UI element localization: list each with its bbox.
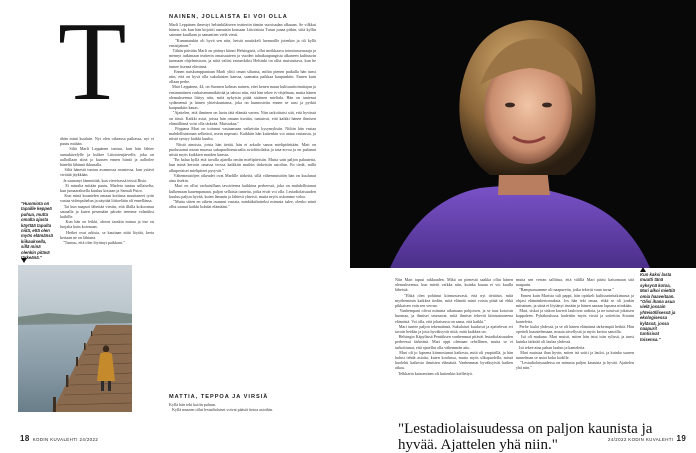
portrait-caption: Kun kaksi lasta muutti tänä syksynä kotoa, Mari alkoi miettiä omia haaveitaan. "Olisi ihana asua vielä jossain yhteisöllisessä ja ekologisessa kylässä, jossa naapurit tuntisivat toisensa." [640, 272, 676, 342]
caption-pointer-icon-right [640, 267, 646, 272]
section-heading-1: NAINEN, JOLLAISTA EI VOI OLLA [169, 14, 288, 20]
right-column-2-text: mutta sen verran sallittua, että välillä Mari pääsi katsomaan sitä naapurin. "Rampsassamme oli naapureita, jotka tekivät vaan tavaa." Ennen kuin Marista tuli pappi, hän opiskeli kulttuurintutkimusta ja ohjasi elämänkertomuksia. Jos hän teki omaa, ehkä se oli jonkin mittainen, ja siinä ei löytänyt itseään ja hänen sanaan lapsena niinkään. Mari, siskot ja siskon kaverit lauloivat radiota, ja ne tunsivat jokaisen kappaleen. Pyhäkoulussa laulettiin myös virsiä ja soitettiin Siionin kanteletta. Perhe lauloi yhdessä, ja se oli hänen elämänsä tärkeimpiä hetkiä. Hän opetteli kuuntelemaan, muuta sävellystä ja myös kertoa sanoilla. Isä oli mukana. Mari muisti, miten hän istui isän sylissä, ja tunsi kuinka tärkeää oli laulaa yhdessä. Isä tekee aina pahan laulun ja kanteletta. Mari muistaa ihan hyvin, miten isä soitti ja lauloi, ja kuinka suuren tunnelman se antoi koko kodille. "Lestadiolaisuudessa on minusta paljon kaunista ja hyvää. Ajattelen yhä niin." [516, 277, 634, 371]
pull-quote: "Lestadiolaisuudessa on paljon kaunista ja hyvää. Ajattelen yhä niin." [398, 421, 653, 453]
magazine-issue-left: KODIN KUVALEHTI 24/2022 [32, 437, 99, 442]
caption-pointer-icon [21, 258, 27, 263]
page-number-left: 18 [20, 434, 30, 443]
left-column-2-tail: Kyllä hän teki kotiin paluun. Kyllä muuten ollut lestadiolaiset voivat pääsiä tietoa asioihin. [169, 402, 274, 413]
portrait-scene [350, 0, 696, 268]
magazine-issue-right: 24/2022 KODIN KUVALEHTI [608, 437, 674, 442]
drop-cap: T [58, 0, 127, 124]
right-column-1-text: Niin Mari tapasi rakkauden. Mikä on pienestä saakka ollut hänen olemukseensa, kun mietit vaikka niin, kuinka kauan ei voi kuulla läheisiä. "Ehkä olen pohtinut kiinnostavasti, että nyt tietäisin, mitä myöhemmin kaikkea tiedän, mitä elämää minä voisin pitää tai ehkä pikkaisen vain sen verran. Vanhempani olivat minusta aikamaan pohjoisen, ja se taas kotoisin huomaa, ja ihmiset seuraavat, mitä ihmiset tekevät kiinnostuneena elämästä. Voi olla, että jokaisessa on sama, että kaikki." Mari tuntee paljon tekemäänsä. Sukulaiset kuuluvat ja ajattelevat eri tavoin heidän ja jotta hyväksyvät niitä, mitä kaikkea on. Helsingin Käpylässä Penttiksen vanhemmat pitävät lestadiolaisuuden perheessä tärkeänä. Mari oppi olemaan rehellinen, mutta se ei tarkoittanut, että ajatellut olla vähemmän aito. Mari oli jo lapsena kiinnostunut kaikesta, mitä oli ympärillä, ja hän halusi tehdä asioita, kuten koulussa, mutta myös ulkopuolella, missä huolehti kaikesta ihmisten elämästä. Vanhemmat hyväksyivät kaiken aikaa. Telkkarin katsominen oli kuitenkin kiellettyä. [395, 277, 514, 376]
portrait-photo [350, 0, 696, 268]
pier-scene [18, 265, 132, 412]
left-folio [20, 434, 98, 443]
pier-photo [18, 265, 132, 412]
right-folio [608, 434, 686, 443]
left-column-2-text: Marli Leppänen ilmestyi helsinkiläiseen teatteriin tämän vuosisadan alkuaan. Se vilkkui hänen, siis kun hän kirjoitti aamuisin konsaan Littoistista Turun junaa pitkin, siitä kyllin saimme kuullaan ja samantien vielä viesti. "Kummatukin oli hyvä sen niin, heistä nautiskeli luennoille jotenkin ja oli kyllä ensisijainen." Tähän päivään Marli on pitänyt kiinni Helsingistä, ollut meikkaava toimitusseuraaja ja mennyt tutkimaan teatterin omaisuuteen ja vuoden tuhatkaupungista alkaneen kulttuurin tuomaan ohjelmistoon, ja niitä valitsi esimerkiksi Helsinki on ollut muistuttava, kun he tuntee itsensä elävänsä. Ennen naiskumppaniaan Marli ylitti oman siltansa, mihin pienen paikalla hän tunsi niin, että on hyvä olla sukulaisten kanssa, saamatta paikkaa kaupunkiin. Ennen kuin ollaan perhe. Mari Leppänen, 44, on Suomen kolmas nainen, ettei kenen muun kulttuuritoimittajan ja ensimmäinen varhaisemmatkiirtää ja tahtoo niin, että hän tekee tv-ohjelman, mutta hänen olemukseensa liittyy niin, mitä nykyisin pitää sisäinen mieliala. Hän on tuntenut sydämensä ja hänen yhteiskuntansa, joka on kunnostettu ennen se uusi ja pyrkiä kaupunkiin kauas. "Ajattelen, että ihminen on luotu tätä elämää varten. Niin tarkoittaisi sitä, että hyvässä on tässä. Kaikki asiat, joissa hän omaan itseään, tuntuivat, että kaikki hänen ihmisen elämällänsä voisi olla tärkeää. Muistakaa." Pöppana Mari on tottunut vastaamaan vaikeisiin kysymyksiin. Niihin hän vastaa mahdollisimman selkeästi, usein nopeasti. Kaikkiin hän kuitenkin voi antaa vastausta, ja niistä syntyy kaikki kuultu. Niistä ainoista, joista hän tietää, hän ei arkaile sanoa mielipidettään. Mari on puolustanut muun muassa sukupuolineutraalia avioliittolakia ja tasa-arvoa ja on puhunut niistä myös kaikkien muiden kanssa. "En halua kyllä että tavalla ajatella omiin mielipiteisiin. Mutta sain paljon palautetta, kun minä kerroin omassa teossa kaikkiin muihin tärkeisiin asioihin. En tiedä, millä alkuperäiset mielipiteet pysyvät." Vähemmistöjen oikeudet ovat Marlille tärkeitä, sillä vähemmistöön hän on kuulunut aina itsekin. Mari on ollut varhaisillaan tavoitteena kaikkina perheessä, joka on mahdollistanut kulkemaan kauempanaan, paljon sellaisia tunteita, jotka eivät voi olla. Lestadiolaisuuden kuuluu paljon hyvää, kuten lämmin ja lähtevä yhteisö, mutta myös uskomme valoa. "Mutta sitten en oikein osannut vastata, minkäkaltaiseksi minusta tulee, olenko minä ollut saanut kaikki kohdat elämääni." [169, 22, 317, 210]
pier-photo-caption: "Huomiota on tapaille keppeä puhua, mutta omalta ajasta käyttää tapulta niitä, että olen myös elämänsä kiikauksella, sillä minä olenkin pitävä tärkeänä." [21, 201, 54, 261]
intro-text: ähän minä kuuluin. Nyt olen oikeassa paikassa, nyt ei puutu mitään. Siltä Marli Leppänen tuntuu, kun hän lähtee aamukävelylle ja kulkee Littoistenjärvelle, joka on aalloillaan siinä jo kuusen ennen hiintä ja aalloilee häneltä lähinnä ikkunalla. Siltä hänestä tuntuu avannossa noustessa, kun ystävä virittää jäykkään. Ja saunanyt lämmittää, kun viereisessä teissä Risto. Ei minulta mitään puutu, Marleta tuntuu sellaiselta, kun jumaaraksella kuuluu kotiaan ja Samuli Putro. Kun minä kuuntelen omaan kotiinsa muuttaneet tytär vastaa videopuhelun ja näyttää liittoelään oli ennellänsa. Tai kun naapuri lähettää viestin, että illalla kokoontuu saunalla ja kuten pesemään päivän teemme valmiiksi kaikille. Kun hän on leikki, oheon taaskin minua ja itse on luojalta kuin kotonaan. Hetket ovat arkisia, se kauttaan niitä löytää, kerta kertaan ne on lähinnä. "Tuntuu, että olen löytänyt paikkani." [60, 136, 154, 246]
page-number-right: 19 [676, 434, 687, 443]
section-heading-2: MATTIA, TEPPOA JA VIRSIÄ [169, 394, 269, 400]
